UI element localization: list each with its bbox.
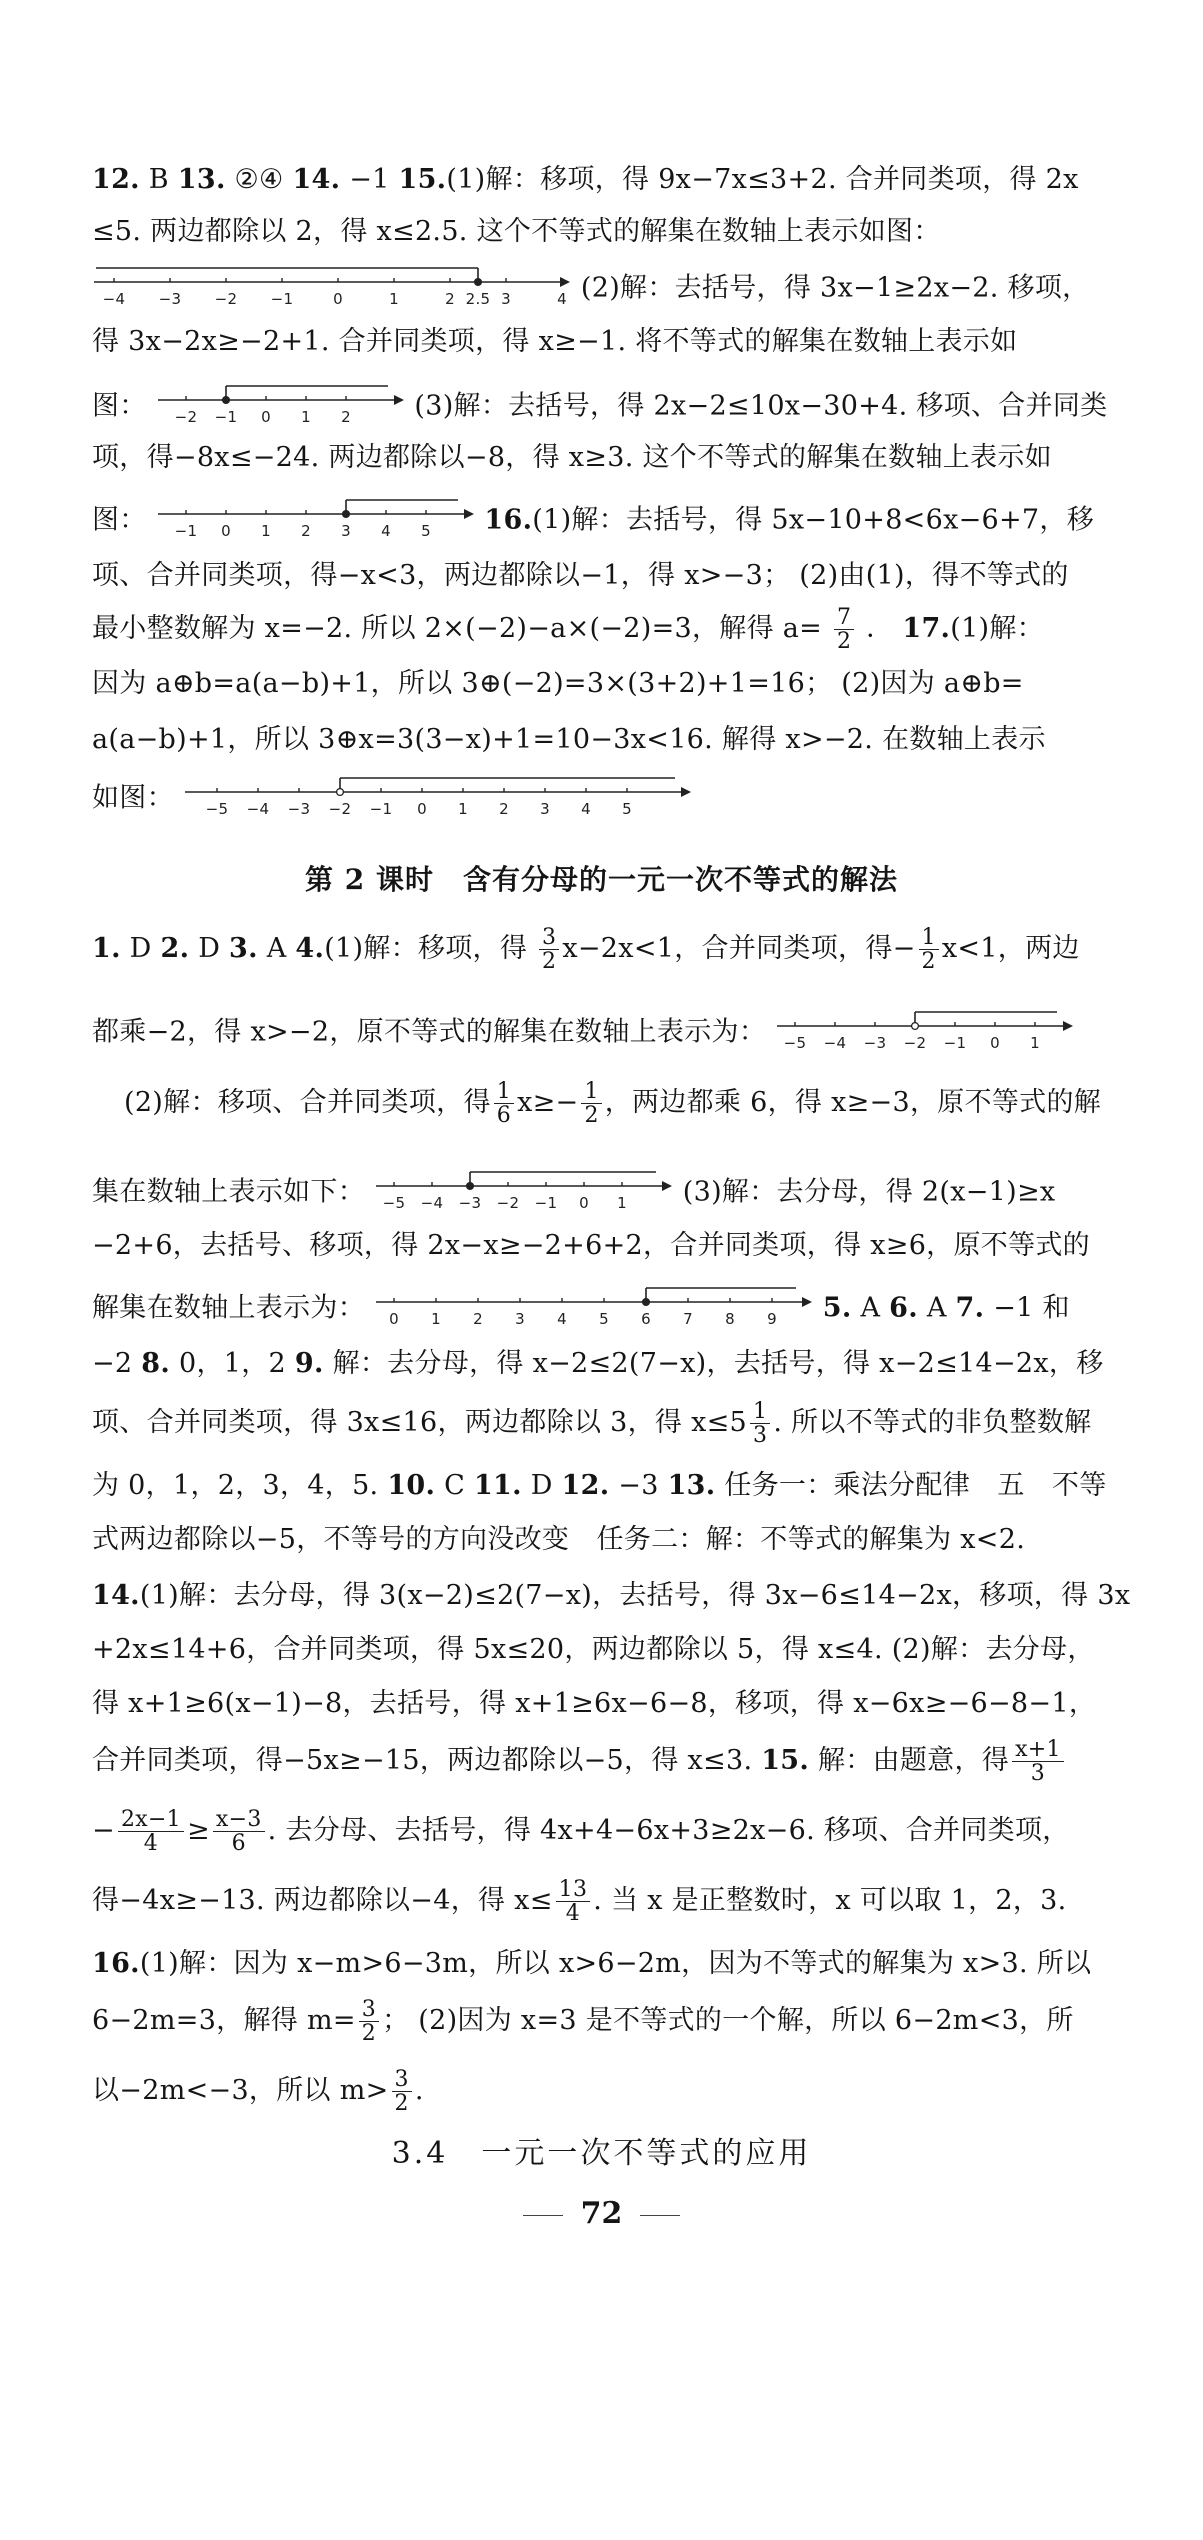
tick-label: 3 [539, 800, 550, 818]
tick-label: 1 [260, 522, 271, 540]
page-number: 72 [0, 2196, 1203, 2231]
answer-line: 得 x+1≥6(x−1)−8，去括号，得 x+1≥6x−6−8，移项，得 x−6x≥−6−8−1， [92, 1688, 1097, 1719]
tick-label: 2 [498, 800, 509, 818]
answer-line: 12. B 13. ②④ 14. −1 15.(1)解：移项，得 9x−7x≤3+2. 合并同类项，得 2x [92, 164, 1079, 195]
fraction: $\frac{1}{2}$ [581, 1080, 601, 1127]
fraction: $\frac{3}{2}$ [392, 2068, 412, 2115]
section-title: 3.4 一元一次不等式的应用 [391, 2136, 812, 2171]
answer-line: 以−2m<−3，所以 m> $\frac{3}{2}$ . [92, 2067, 424, 2117]
answer-line: 为 0，1，2，3，4，5. 10. C 11. D 12. −3 13. 任务一：乘法分配律 五 不等 [92, 1470, 1107, 1501]
tick-label: 0 [333, 290, 343, 308]
answer-line: 项、合并同类项，得−x<3，两边都除以−1，得 x>−3； (2)由(1)，得不等式的 [92, 560, 1069, 591]
tick-label: −5 [205, 800, 229, 818]
tick-label: −3 [287, 800, 311, 818]
tick-label: 3 [340, 522, 351, 540]
tick-label: 9 [766, 1310, 777, 1328]
answer-line: 最小整数解为 x=−2. 所以 2×(−2)−a×(−2)=3，解得 a= $\frac{7}{2}$ ． 17.(1)解： [92, 605, 1044, 655]
answer-line: 合并同类项，得−5x≥−15，两边都除以−5，得 x≤3. 15. 解：由题意，得 $\frac{x+1}{3}$ [92, 1738, 1112, 1785]
tick-label: 4 [557, 290, 567, 308]
number-line [92, 266, 572, 312]
fraction: $\frac{2x-1}{4}$ [118, 1808, 184, 1855]
tick-label: 1 [430, 1310, 441, 1328]
answer-line: 图： −2 −1 0 1 2 (3)解：去括号，得 2x−2≤10x−30+4. 移项、合并同类 [92, 384, 1112, 430]
tick-label: 2 [472, 1310, 483, 1328]
tick-label: 6 [640, 1310, 651, 1328]
tick-label: −2 [214, 290, 238, 308]
tick-label: −1 [270, 290, 294, 308]
tick-label: 0 [416, 800, 427, 818]
tick-label: 8 [724, 1310, 735, 1328]
lesson-heading: 第 2 课时 含有分母的一元一次不等式的解法 [305, 863, 898, 896]
fraction: $\frac{x+1}{3}$ [1012, 1738, 1064, 1785]
number-line [775, 1010, 1075, 1056]
answer-line: −2+6，去括号、移项，得 2x−x≥−2+6+2，合并同类项，得 x≥6，原不等式的 [92, 1230, 1090, 1261]
answer-line: 16.(1)解：因为 x−m>6−3m，所以 x>6−2m，因为不等式的解集为 x>3. 所以 [92, 1948, 1092, 1979]
fraction: $\frac{1}{3}$ [750, 1400, 770, 1447]
answer-line: − $\frac{2x-1}{4}$ ≥ $\frac{x-3}{6}$ . 去分母、去括号，得 4x+4−6x+3≥2x−6. 移项、合并同类项， [92, 1807, 1070, 1857]
tick-label: −1 [369, 800, 393, 818]
tick-label: −1 [534, 1194, 558, 1212]
answer-line: 式两边都除以−5，不等号的方向没改变 任务二：解：不等式的解集为 x<2. [92, 1524, 1026, 1555]
fraction: $\frac{1}{6}$ [494, 1080, 514, 1127]
tick-label: −1 [943, 1034, 967, 1052]
tick-label: 7 [682, 1310, 693, 1328]
axis-arrow [394, 395, 404, 405]
closed-point [222, 397, 229, 404]
fraction: $\frac{7}{2}$ [834, 606, 854, 653]
tick-label: −2 [328, 800, 352, 818]
answer-line: 解集在数轴上表示为： 0 1 2 3 4 5 6 7 8 9 5. A 6. A 7. −1 和 [92, 1286, 1112, 1332]
tick-label: 2 [300, 522, 311, 540]
answer-line: 得−4x≥−13. 两边都除以−4，得 x≤ $\frac{13}{4}$ . 当 x 是正整数时，x 可以取 1，2，3. [92, 1877, 1067, 1927]
rule [523, 2215, 563, 2216]
tick-label: 5 [621, 800, 632, 818]
fraction: $\frac{13}{4}$ [556, 1878, 591, 1925]
tick-label: −3 [158, 290, 182, 308]
tick-label: 0 [388, 1310, 399, 1328]
answer-line: 如图： −5 −4 −3 −2 −1 0 1 2 3 4 5 [92, 776, 1112, 822]
axis-arrow [464, 509, 474, 519]
tick-label: 3 [501, 290, 511, 308]
tick-label: −3 [458, 1194, 482, 1212]
tick-label: 1 [300, 408, 311, 426]
answer-line: a(a−b)+1，所以 3⊕x=3(3−x)+1=10−3x<16. 解得 x>−2. 在数轴上表示 [92, 724, 1046, 755]
tick-label: 2 [445, 290, 455, 308]
number-line [183, 776, 693, 822]
tick-label: 0 [578, 1194, 589, 1212]
answer-line: 1. D 2. D 3. A 4.(1)解：移项，得 $\frac{3}{2}$ x−2x<1，合并同类项，得− $\frac{1}{2}$ x<1，两边 [92, 925, 1080, 975]
rule [640, 2215, 680, 2216]
tick-label: 1 [616, 1194, 627, 1212]
answer-line: 6−2m=3，解得 m= $\frac{3}{2}$ ； (2)因为 x=3 是不等式的一个解，所以 6−2m<3，所 [92, 1997, 1074, 2047]
tick-label: 1 [457, 800, 468, 818]
answer-line: 因为 a⊕b=a(a−b)+1，所以 3⊕(−2)=3×(3+2)+1=16； (2)因为 a⊕b= [92, 668, 1024, 699]
fraction: $\frac{1}{2}$ [919, 926, 939, 973]
tick-label: −2 [903, 1034, 927, 1052]
open-point [912, 1023, 919, 1030]
tick-label: 5 [598, 1310, 609, 1328]
answer-line: 得 3x−2x≥−2+1. 合并同类项，得 x≥−1. 将不等式的解集在数轴上表示如 [92, 326, 1018, 357]
tick-label: −4 [420, 1194, 444, 1212]
tick-label: −1 [214, 408, 237, 426]
number-line [156, 498, 476, 544]
tick-label: −2 [174, 408, 197, 426]
tick-label: 0 [990, 1034, 1000, 1052]
closed-point [642, 1299, 649, 1306]
tick-label: −5 [382, 1194, 406, 1212]
axis-arrow [681, 787, 691, 797]
answer-line: 项、合并同类项，得 3x≤16，两边都除以 3，得 x≤5 $\frac{1}{3}$ . 所以不等式的非负整数解 [92, 1399, 1092, 1449]
closed-point [475, 279, 482, 286]
closed-point [466, 1183, 473, 1190]
tick-label: −3 [863, 1034, 887, 1052]
number-line [156, 384, 406, 430]
answer-line: 14.(1)解：去分母，得 3(x−2)≤2(7−x)，去括号，得 3x−6≤14−2x，移项，得 3x [92, 1580, 1131, 1611]
answer-line: 集在数轴上表示如下： −5 −4 −3 −2 −1 0 1 (3)解：去分母，得 2(x−1)≥x [92, 1170, 1112, 1216]
answer-line: 都乘−2，得 x>−2，原不等式的解集在数轴上表示为： −5 −4 −3 −2 −1 0 1 [92, 1010, 1112, 1056]
tick-label: 2.5 [465, 290, 491, 308]
closed-point [342, 511, 349, 518]
tick-label: 1 [389, 290, 399, 308]
tick-label: −1 [174, 522, 197, 540]
tick-label: −4 [246, 800, 270, 818]
tick-label: −5 [783, 1034, 807, 1052]
fraction: $\frac{3}{2}$ [539, 926, 559, 973]
tick-label: −4 [102, 290, 126, 308]
tick-label: 4 [556, 1310, 567, 1328]
fraction: $\frac{x-3}{6}$ [213, 1808, 265, 1855]
tick-label: 2 [340, 408, 351, 426]
axis-arrow [802, 1297, 812, 1307]
answer-line: 图： −1 0 1 2 3 4 5 16.(1)解：去括号，得 5x−10+8<6x−6+7，移 [92, 498, 1112, 544]
tick-label: 5 [420, 522, 431, 540]
answer-line: ≤5. 两边都除以 2，得 x≤2.5. 这个不等式的解集在数轴上表示如图： [92, 216, 941, 247]
answer-line: +2x≤14+6，合并同类项，得 5x≤20，两边都除以 5，得 x≤4. (2)解：去分母， [92, 1634, 1095, 1665]
answer-line: −2 8. 0，1，2 9. 解：去分母，得 x−2≤2(7−x)，去括号，得 x−2≤14−2x，移 [92, 1348, 1104, 1379]
tick-label: 0 [220, 522, 231, 540]
answer-line: 项，得−8x≤−24. 两边都除以−8，得 x≥3. 这个不等式的解集在数轴上表示如 [92, 442, 1052, 473]
axis-arrow [662, 1181, 672, 1191]
open-point [336, 789, 343, 796]
answer-line: −4 −3 −2 −1 0 1 2 2.5 3 4 (2)解：去括号，得 3x−1≥2x−2. 移项， [92, 266, 1112, 312]
tick-label: 4 [580, 800, 591, 818]
number-line [374, 1286, 814, 1332]
tick-label: 4 [380, 522, 391, 540]
axis-arrow [1063, 1021, 1073, 1031]
fraction: $\frac{3}{2}$ [359, 1998, 379, 2045]
answer-line: (2)解：移项、合并同类项，得 $\frac{1}{6}$ x≥− $\frac{1}{2}$ ，两边都乘 6，得 x≥−3，原不等式的解 [124, 1079, 1102, 1129]
number-line [374, 1170, 674, 1216]
tick-label: 0 [260, 408, 271, 426]
tick-label: −4 [823, 1034, 847, 1052]
tick-label: −2 [496, 1194, 520, 1212]
tick-label: 3 [514, 1310, 525, 1328]
tick-label: 1 [1030, 1034, 1040, 1052]
